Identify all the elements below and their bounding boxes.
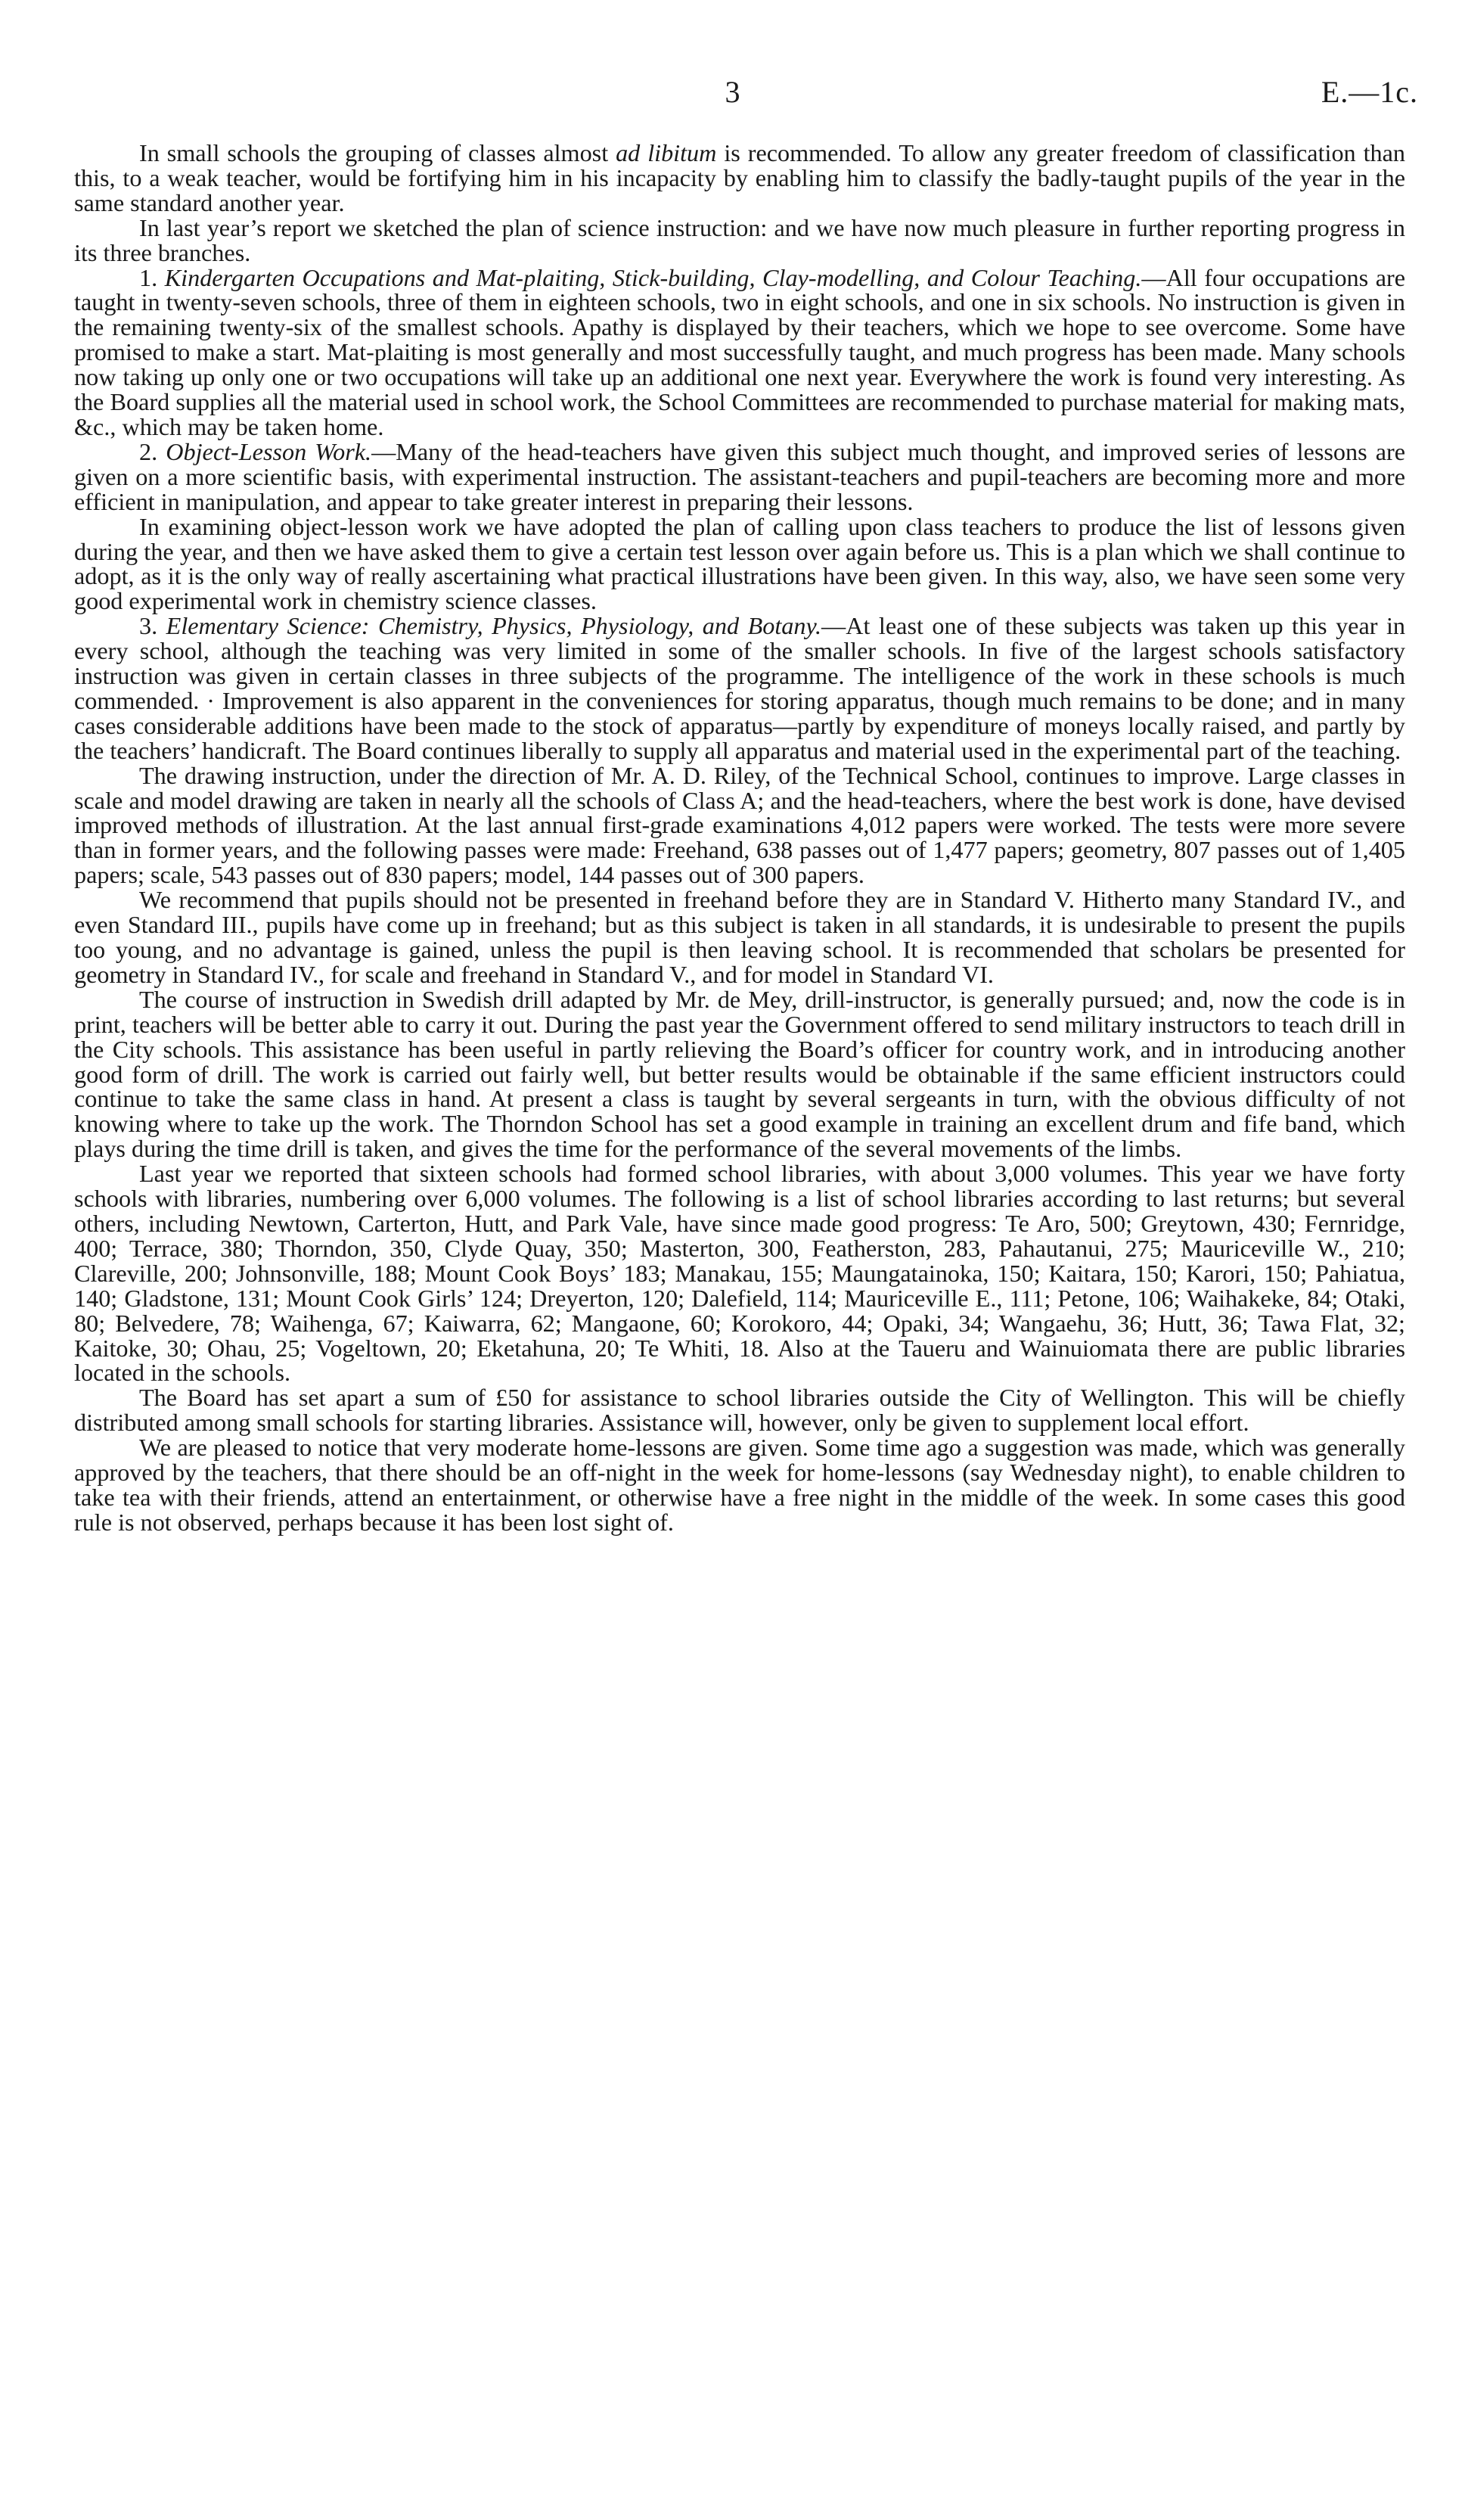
paragraph-kindergarten: 1. Kindergarten Occupations and Mat-plaiting, Stick-building, Clay-modelling, and Colour Teaching.—All four occupations are taught in twenty-seven schools, three of them in eighteen schools, two in eight schools, and one in six schools. No instruction is given in the remaining twenty-six of the smallest schools. Apathy is displayed by their teachers, which we hope to see overcome. Some have promised to make a start. Mat-plaiting is most generally and most successfully taught, and much progress has been made. Many schools now taking up only one or two occupations will take up an additional one next year. Everywhere the work is found very interesting. As the Board supplies all the material used in school work, the School Committees are recommended to purchase material for making mats, &c., which may be taken home. bbox=[74, 263, 1406, 440]
paragraph-object-lesson-exam: In examining object-lesson work we have adopted the plan of calling upon class teachers to produce the list of lessons given during the year, and then we have asked them to give a certain test lesson over again before us. This is a plan which we shall continue to adopt, as it is the only way of really ascertaining what practical illustrations have been given. In this way, also, we have seen some very good experimental work in chemistry science classes. bbox=[74, 512, 1405, 615]
report-body bbox=[74, 141, 1405, 1535]
paragraph-elementary-science: 3. Elementary Science: Chemistry, Physics, Physiology, and Botany.—At least one of these subjects was taken up this year in every school, although the teaching was very limited in some of the smaller schools. In five of the largest schools satisfactory instruction was given in certain classes in three subjects of the programme. The intelligence of the work in these schools is much commended. · Improvement is also apparent in the conveniences for storing apparatus, though much remains to be done; and in many cases considerable additions have been made to the stock of apparatus—partly by expenditure of moneys locally raised, and partly by the teachers’ handicraft. The Board continues liberally to supply all apparatus and material used in the experimental part of the teaching. bbox=[74, 612, 1405, 764]
paragraph-object-lesson: 2. Object-Lesson Work.—Many of the head-teachers have given this subject much thought, and improved series of lessons are given on a more scientific basis, with experimental instruction. The assistant-teachers and pupil-teachers are becoming more and more efficient in manipulation, and appear to take greater interest in preparing their lessons. bbox=[74, 437, 1405, 515]
paragraph-library-grant: The Board has set apart a sum of £50 for assistance to school libraries outside the City of Wellington. This will be chiefly distributed among small schools for starting libraries. Assistance will, however, only be given to supplement local effort. bbox=[74, 1384, 1405, 1437]
page-number: 3 bbox=[725, 75, 740, 109]
paragraph-drawing: The drawing instruction, under the direction of Mr. A. D. Riley, of the Technical School, continues to improve. Large classes in scale and model drawing are taken in nearly all the schools of Class A; and the head-teachers, where the best work is done, have devised improved methods of illustration. At the last annual first-grade examinations 4,012 papers were worked. The tests were more severe than in former years, and the following passes were made: Freehand, 638 passes out of 1,477 papers; geometry, 807 passes out of 1,405 papers; scale, 543 passes out of 830 papers; model, 144 passes out of 300 papers. bbox=[74, 761, 1405, 889]
document-reference: E.—1c. bbox=[1321, 75, 1418, 109]
paragraph-science-plan: In last year’s report we sketched the plan of science instruction: and we have now much pleasure in further reporting progress in its three branches. bbox=[74, 213, 1405, 266]
paragraph-drill: The course of instruction in Swedish drill adapted by Mr. de Mey, drill-instructor, is generally pursued; and, now the code is in print, teachers will be better able to carry it out. During the past year the Government offered to send military instructors to teach drill in the City schools. This assistance has been useful in partly relieving the Board’s officer for country work, and in introducing another good form of drill. The work is carried out fairly well, but better results would be obtainable if the same efficient instructors could continue to take the same class in hand. At present a class is taught by several sergeants in turn, with the obvious difficulty of not knowing where to take up the work. The Thorndon School has set a good example in training an excellent drum and fife band, which plays during the time drill is taken, and gives the time for the performance of the several movements of the limbs. bbox=[74, 985, 1405, 1163]
paragraph-small-schools: In small schools the grouping of classes almost ad libitum is recommended. To allow any greater freedom of classification than this, to a weak teacher, would be fortifying him in his incapacity by enabling him to classify the badly-taught pupils of the year in the same standard another year. bbox=[74, 139, 1405, 216]
paragraph-home-lessons: We are pleased to notice that very moderate home-lessons are given. Some time ago a suggestion was made, which was generally approved by the teachers, that there should be an off-night in the week for home-lessons (say Wednesday night), to enable children to take tea with their friends, attend an entertainment, or otherwise have a free night in the middle of the week. In some cases this good rule is not observed, perhaps because it has been lost sight of. bbox=[74, 1434, 1405, 1536]
paragraph-libraries: Last year we reported that sixteen schools had formed school libraries, with about 3,000 volumes. This year we have forty schools with libraries, numbering over 6,000 volumes. The following is a list of school libraries according to last returns; but several others, including Newtown, Carterton, Hutt, and Park Vale, have since made good progress: Te Aro, 500; Greytown, 430; Fernridge, 400; Terrace, 380; Thorndon, 350, Clyde Quay, 350; Masterton, 300, Featherston, 283, Pahautanui, 275; Mauriceville W., 210; Clareville, 200; Johnsonville, 188; Mount Cook Boys’ 183; Manakau, 155; Maungatainoka, 150; Kaitara, 150; Karori, 150; Pahiatua, 140; Gladstone, 131; Mount Cook Girls’ 124; Dreyerton, 120; Dalefield, 114; Mauriceville E., 111; Petone, 106; Waihakeke, 84; Otaki, 80; Belvedere, 78; Waihenga, 67; Kaiwarra, 62; Mangaone, 60; Korokoro, 44; Opaki, 34; Wangaehu, 36; Hutt, 36; Tawa Flat, 32; Kaitoke, 30; Ohau, 25; Vogeltown, 20; Eketahuna, 20; Te Whiti, 18. Also at the Taueru and Wainuiomata there are public libraries located in the schools. bbox=[74, 1160, 1405, 1387]
page-header bbox=[0, 70, 1465, 115]
paragraph-freehand: We recommend that pupils should not be presented in freehand before they are in Standard V. Hitherto many Standard IV., and even Standard III., pupils have come up in freehand; but as this subject is taken in all standards, it is undesirable to present the pupils too young, and no advantage is gained, unless the pupil is then leaving school. It is recommended that scholars be presented for geometry in Standard IV., for scale and freehand in Standard V., and for model in Standard VI. bbox=[74, 886, 1405, 988]
